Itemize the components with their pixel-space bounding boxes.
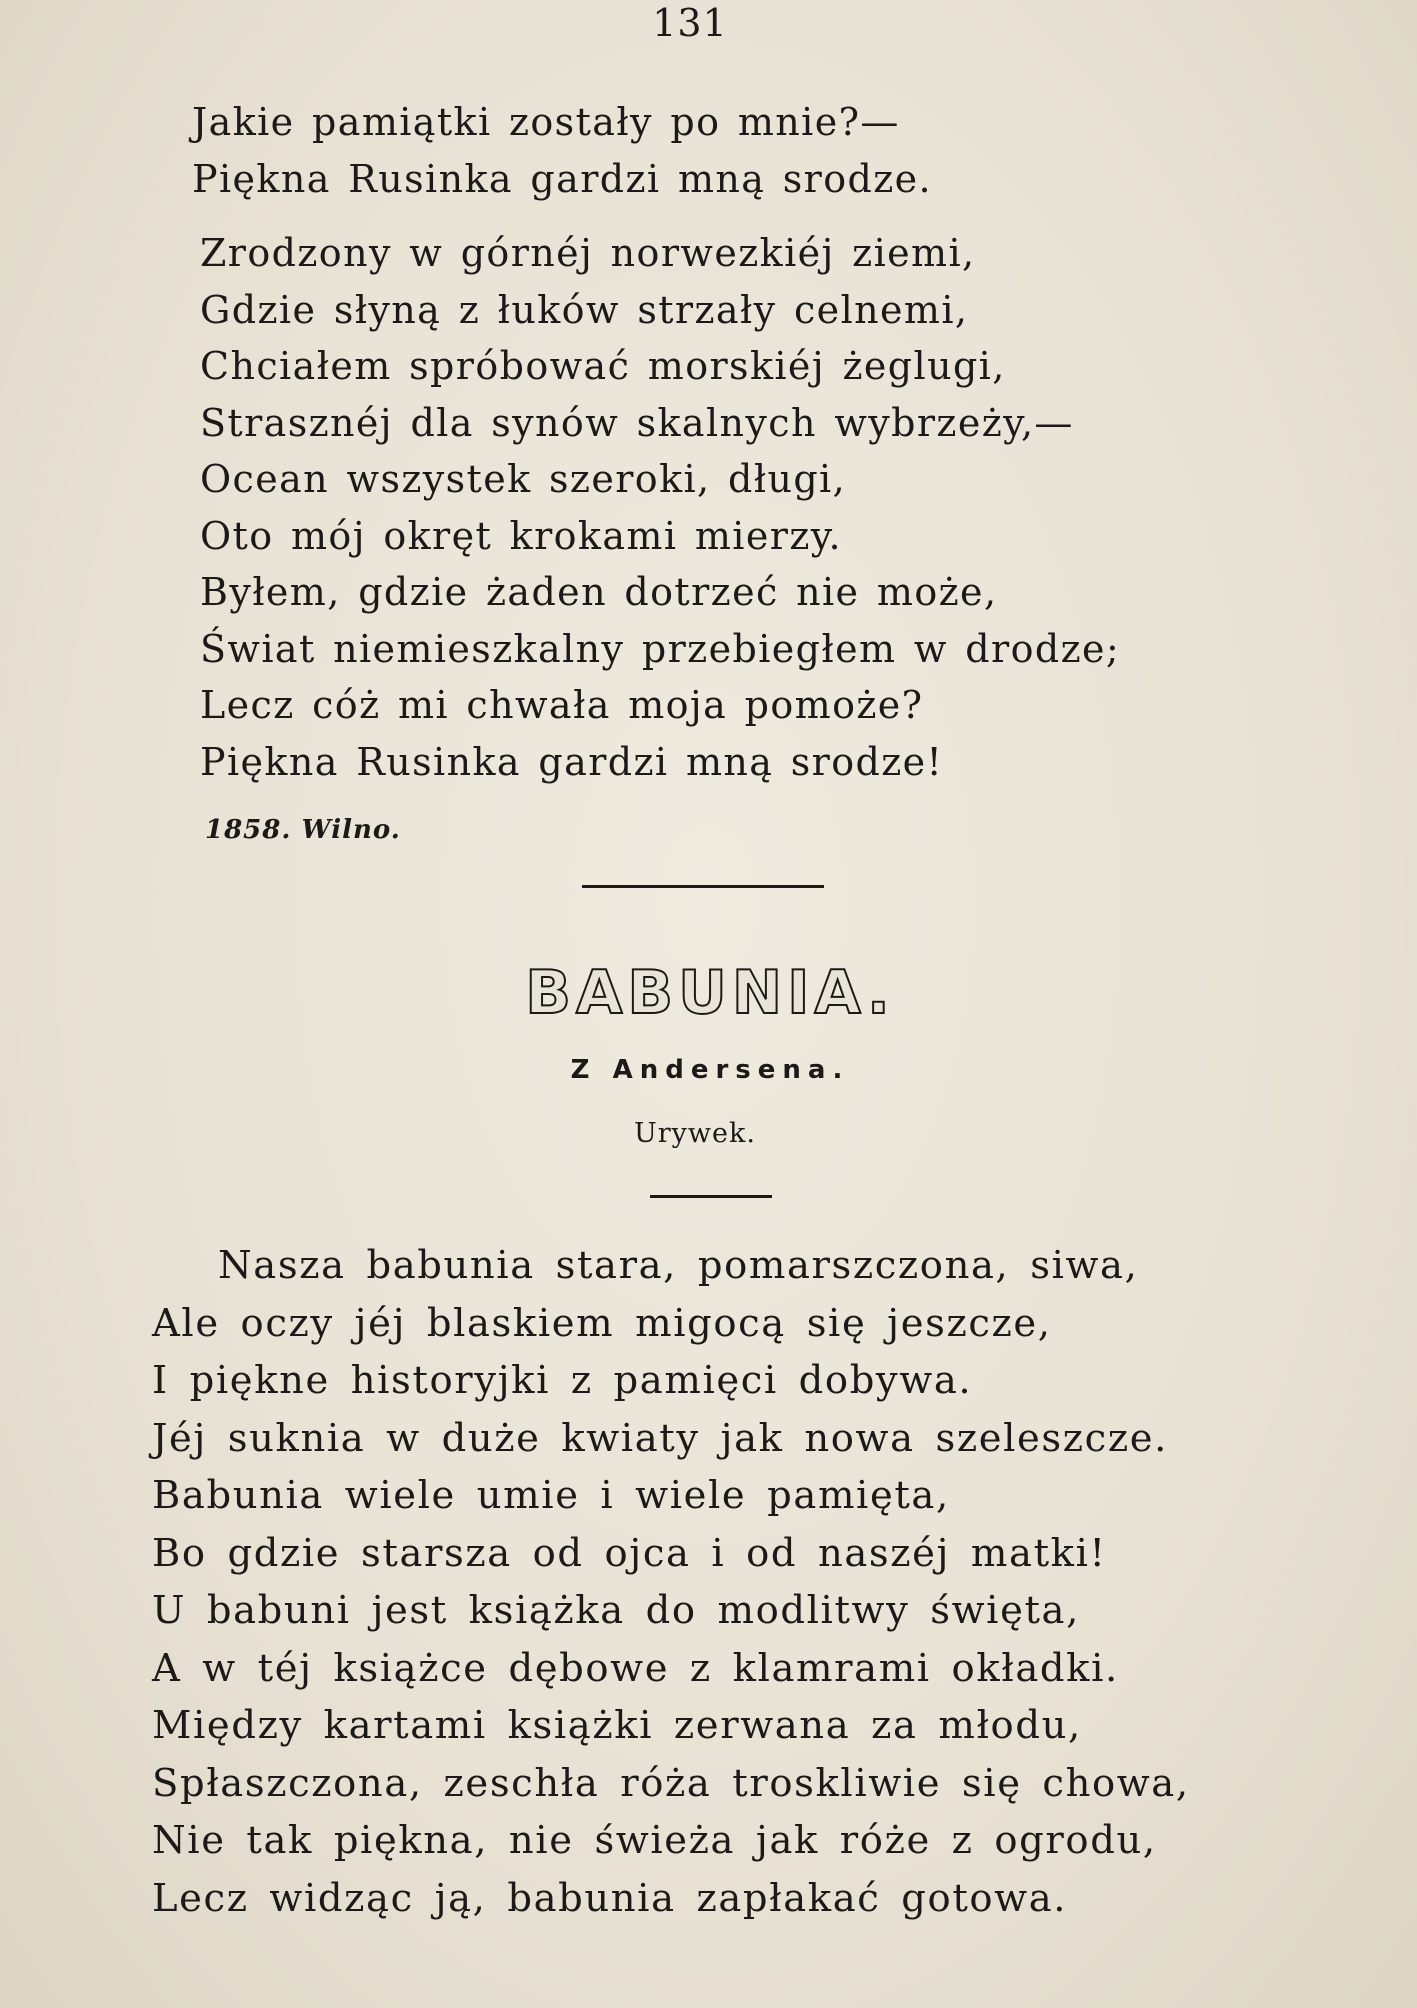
title-divider bbox=[650, 1195, 772, 1198]
verse-line: Jakie pamiątki zostały po mnie?— bbox=[192, 100, 900, 144]
dateline: 1858. Wilno. bbox=[205, 815, 401, 845]
verse-line: U babuni jest książka do modlitwy święta, bbox=[152, 1588, 1080, 1633]
verse-line: Lecz widząc ją, babunia zapłakać gotowa. bbox=[152, 1875, 1068, 1921]
verse-line: Ocean wszystek szeroki, długi, bbox=[200, 457, 847, 501]
page-number: 131 bbox=[652, 1, 728, 45]
verse-line: A w téj książce dębowe z klamrami okładki. bbox=[152, 1645, 1119, 1691]
verse-line: Oto mój okręt krokami mierzy. bbox=[200, 513, 843, 558]
verse-line: Jéj suknia w duże kwiaty jak nowa szeleszcze. bbox=[152, 1415, 1168, 1461]
verse-line: Zrodzony w górnéj norwezkiéj ziemi, bbox=[200, 231, 976, 275]
verse-line: Nasza babunia stara, pomarszczona, siwa, bbox=[218, 1243, 1139, 1288]
fragment-label: Urywek. bbox=[634, 1118, 756, 1149]
verse-line: Ale oczy jéj blaskiem migocą się jeszcze, bbox=[152, 1300, 1052, 1346]
verse-line: Nie tak piękna, nie świeża jak róże z ogrodu, bbox=[152, 1818, 1157, 1863]
section-divider bbox=[582, 885, 824, 888]
verse-line: Świat niemieszkalny przebiegłem w drodze; bbox=[200, 626, 1121, 671]
verse-line: Gdzie słyną z łuków strzały celnemi, bbox=[200, 287, 969, 332]
poem-title: BABUNIA. bbox=[525, 958, 895, 1028]
verse-line: Bo gdzie starsza od ojca i od naszéj matki! bbox=[152, 1530, 1107, 1576]
verse-line: Piękna Rusinka gardzi mną srodze! bbox=[200, 739, 944, 784]
verse-line: Byłem, gdzie żaden dotrzeć nie może, bbox=[200, 570, 998, 614]
stanza-babunia bbox=[152, 1237, 1190, 1927]
verse-line: Spłaszczona, zeschła róża troskliwie się chowa, bbox=[152, 1760, 1190, 1806]
verse-line: Chciałem spróbować morskiéj żeglugi, bbox=[200, 344, 1006, 388]
verse-line: Babunia wiele umie i wiele pamięta, bbox=[152, 1473, 950, 1518]
verse-line: Między kartami książki zerwana za młodu, bbox=[152, 1703, 1082, 1748]
poem-subtitle: Z Andersena. bbox=[570, 1055, 850, 1085]
verse-line: Strasznéj dla synów skalnych wybrzeży,— bbox=[200, 400, 1074, 445]
verse-line: Lecz cóż mi chwała moja pomoże? bbox=[200, 683, 924, 727]
stanza-closing-previous-poem bbox=[192, 94, 932, 207]
verse-line: Piękna Rusinka gardzi mną srodze. bbox=[192, 156, 933, 201]
verse-line: I piękne historyjki z pamięci dobywa. bbox=[152, 1358, 973, 1403]
stanza-norwegian bbox=[200, 225, 1120, 790]
